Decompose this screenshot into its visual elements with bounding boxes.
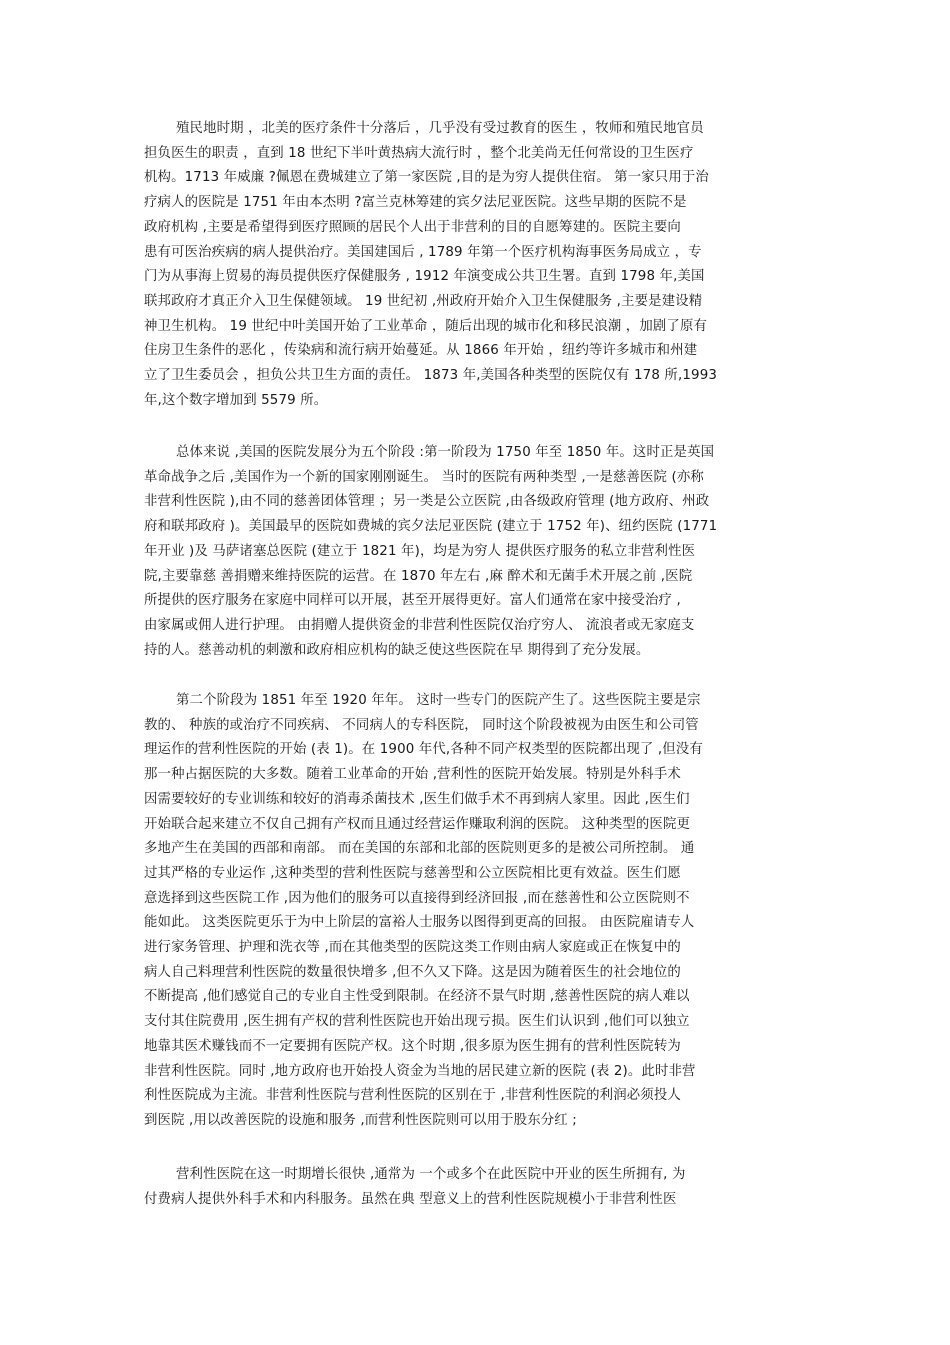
text-line: 过其严格的专业运作 ,这种类型的营利性医院与慈善型和公立医院相比更有效益。医生们愿	[144, 866, 681, 881]
text-line: 那一种占据医院的大多数。随着工业革命的开始 ,营利性的医院开始发展。特别是外科手术	[144, 767, 681, 782]
text-line: 付费病人提供外科手术和内科服务。虽然在典 型意义上的营利性医院规模小于非营利性医	[144, 1192, 677, 1207]
text-line: 年开业 )及 马萨诸塞总医院 (建立于 1821 年)，均是为穷人 提供医疗服务的私立非营利性医	[144, 544, 696, 559]
text-line: 门为从事海上贸易的海员提供医疗保健服务 , 1912 年演变成公共卫生署。直到 1798 年,美国	[144, 269, 705, 284]
text-line: 进行家务管理、护理和洗衣等 ,而在其他类型的医院这类工作则由病人家庭或正在恢复中的	[144, 940, 681, 955]
text-line: 意选择到这些医院工作 ,因为他们的服务可以直接得到经济回报 ,而在慈善性和公立医院则不	[144, 891, 690, 906]
text-line: 所提供的医疗服务在家庭中同样可以开展，甚至开展得更好。富人们通常在家中接受治疗 ,	[144, 593, 681, 608]
text-line: 年,这个数字增加到 5579 所。	[144, 393, 328, 408]
text-line: 联邦政府才真正介入卫生保健领域。 19 世纪初 ,州政府开始介入卫生保健服务 ,主要是建设精	[144, 294, 703, 309]
text-line: 多地产生在美国的西部和南部。 而在美国的东部和北部的医院则更多的是被公司所控制。 通	[144, 841, 695, 856]
text-line: 非营利性医院。同时 ,地方政府也开始投人资金为当地的居民建立新的医院 (表 2)。此时非营	[144, 1064, 696, 1079]
text-line: 病人自己料理营利性医院的数量很快增多 ,但不久又下降。这是因为随着医生的社会地位的	[144, 965, 681, 980]
text-line: 院,主要靠慈 善捐赠来维持医院的运营。在 1870 年左右 ,麻 醉术和无菌手术开展之前 ,医院	[144, 569, 693, 584]
text-line: 利性医院成为主流。非营利性医院与营利性医院的区别在于 ,非营利性医院的利润必须投人	[144, 1088, 681, 1103]
text-line: 总体来说 ,美国的医院发展分为五个阶段 :第一阶段为 1750 年至 1850 年。这时正是英国	[176, 445, 715, 460]
text-line: 因需要较好的专业训练和较好的消毒杀菌技术 ,医生们做手术不再到病人家里。因此 ,医生们	[144, 792, 690, 807]
text-line: 患有可医治疾病的病人提供治疗。美国建国后 , 1789 年第一个医疗机构海事医务局成立 ，专	[144, 245, 702, 260]
text-line: 住房卫生条件的恶化 ，传染病和流行病开始蔓延。从 1866 年开始 ，纽约等许多城市和州建	[144, 343, 698, 358]
text-line: 府和联邦政府 )。美国最早的医院如费城的宾夕法尼亚医院 (建立于 1752 年)、纽约医院 (1771	[144, 519, 718, 534]
text-line: 理运作的营利性医院的开始 (表 1)。在 1900 年代,各种不同产权类型的医院都出现了 ,但没有	[144, 742, 703, 757]
text-line: 政府机构 ,主要是希望得到医疗照顾的居民个人出于非营利的目的自愿筹建的。医院主要向	[144, 220, 681, 235]
text-line: 教的、 种族的或治疗不同疾病、 不同病人的专科医院， 同时这个阶段被视为由医生和公司管	[144, 718, 699, 733]
text-line: 不断提高 ,他们感觉自己的专业自主性受到限制。在经济不景气时期 ,慈善性医院的病人难以	[144, 989, 690, 1004]
text-line: 非营利性医院 ),由不同的慈善团体管理 ；另一类是公立医院 ,由各级政府管理 (地方政府、州政	[144, 494, 710, 509]
text-line: 疗病人的医院是 1751 年由本杰明 ?富兰克林筹建的宾夕法尼亚医院。这些早期的医院不是	[144, 195, 687, 210]
text-line: 立了卫生委员会 ，担负公共卫生方面的责任。 1873 年,美国各种类型的医院仅有 178 所,1993	[144, 368, 718, 383]
text-line: 机构。1713 年威廉 ?佩恩在费城建立了第一家医院 ,目的是为穷人提供住宿。 第一家只用于治	[144, 170, 709, 185]
text-line: 担负医生的职责 ，直到 18 世纪下半叶黄热病大流行时 ，整个北美尚无任何常设的卫生医疗	[144, 146, 694, 161]
text-line: 营利性医院在这一时期增长很快 ,通常为 一个或多个在此医院中开业的医生所拥有, 为	[176, 1167, 686, 1182]
text-line: 支付其住院费用 ,医生拥有产权的营利性医院也开始出现亏损。医生们认识到 ,他们可以独立	[144, 1014, 690, 1029]
text-line: 能如此。 这类医院更乐于为中上阶层的富裕人士服务以图得到更高的回报。 由医院雇请专人	[144, 915, 695, 930]
text-line: 殖民地时期 ，北美的医疗条件十分落后 ，几乎没有受过教育的医生 ，牧师和殖民地官员	[176, 121, 704, 136]
text-line: 由家属或佣人进行护理。 由捐赠人提供资金的非营利性医院仅治疗穷人、 流浪者或无家庭支	[144, 618, 695, 633]
text-line: 到医院 ,用以改善医院的设施和服务 ,而营利性医院则可以用于股东分红 ;	[144, 1113, 577, 1128]
text-line: 持的人。慈善动机的刺激和政府相应机构的缺乏使这些医院在早 期得到了充分发展。	[144, 643, 650, 658]
text-line: 第二个阶段为 1851 年至 1920 年年。 这时一些专门的医院产生了。这些医院主要是宗	[176, 693, 701, 708]
text-line: 地靠其医术赚钱而不一定要拥有医院产权。这个时期 ,很多原为医生拥有的营利性医院转为	[144, 1039, 681, 1054]
text-line: 革命战争之后 ,美国作为一个新的国家刚刚诞生。 当时的医院有两种类型 ,一是慈善医院 (亦称	[144, 470, 704, 485]
text-line: 神卫生机构。 19 世纪中叶美国开始了工业革命 ，随后出现的城市化和移民浪潮 ，加剧了原有	[144, 319, 708, 334]
text-line: 开始联合起来建立不仅自己拥有产权而且通过经营运作赚取利润的医院。 这种类型的医院更	[144, 817, 691, 832]
